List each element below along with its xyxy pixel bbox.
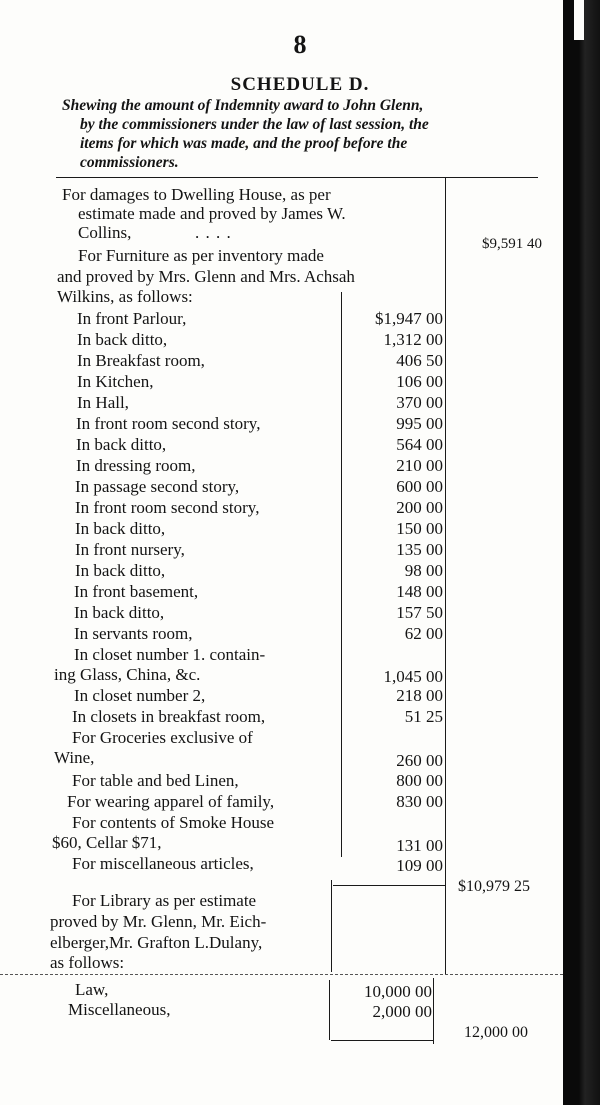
furniture-intro-line: For Furniture as per inventory made xyxy=(78,246,324,265)
room-label: In front room second story, xyxy=(76,414,261,433)
smokehouse-line: $60, Cellar $71, xyxy=(52,833,162,852)
library-intro-line: as follows: xyxy=(50,953,125,972)
room-amount: 150 00 xyxy=(396,519,443,538)
library-total: 12,000 00 xyxy=(464,1024,528,1041)
subtitle-line: items for which was made, and the proof before the xyxy=(80,135,408,152)
room-amount: 406 50 xyxy=(396,351,443,370)
closet1-line: In closet number 1. contain- xyxy=(74,645,266,664)
dwelling-line: estimate made and proved by James W. xyxy=(78,204,346,223)
apparel-amount: 830 00 xyxy=(396,792,443,811)
room-amount: 210 00 xyxy=(396,456,443,475)
page-number: 8 xyxy=(293,30,307,59)
room-label: In back ditto, xyxy=(77,330,168,349)
closet1-amount: 1,045 00 xyxy=(383,667,443,686)
groceries-line: Wine, xyxy=(54,748,95,767)
smokehouse-line: For contents of Smoke House xyxy=(72,813,275,832)
subtitle-line: by the commissioners under the law of last session, the xyxy=(80,116,429,133)
room-label: In dressing room, xyxy=(76,456,196,475)
room-amount: 157 50 xyxy=(396,603,443,622)
room-label: In front nursery, xyxy=(75,540,185,559)
furniture-intro-line: and proved by Mrs. Glenn and Mrs. Achsah xyxy=(57,267,355,286)
amount-column-rule-library xyxy=(331,880,332,972)
room-label: In servants room, xyxy=(74,624,193,643)
smokehouse-amount: 131 00 xyxy=(396,836,443,855)
total-column-rule-lower xyxy=(433,978,434,1044)
page-binding-edge xyxy=(563,0,600,1105)
library-intro-line: elberger,Mr. Grafton L.Dulany, xyxy=(50,933,263,952)
room-label: In Hall, xyxy=(77,393,129,412)
room-amount: $1,947 00 xyxy=(375,309,443,328)
library-item-amount: 10,000 00 xyxy=(364,982,432,1001)
library-item-label: Law, xyxy=(75,980,109,999)
room-amount: 98 00 xyxy=(404,561,443,580)
room-label: In front room second story, xyxy=(75,498,260,517)
room-amount: 370 00 xyxy=(396,393,443,412)
groceries-amount: 260 00 xyxy=(396,751,443,770)
room-label: In passage second story, xyxy=(75,477,240,496)
dwelling-total: $9,591 40 xyxy=(482,236,542,252)
page-break-rule xyxy=(0,974,563,975)
room-label: In front Parlour, xyxy=(77,309,187,328)
linen-amount: 800 00 xyxy=(396,771,443,790)
room-amount: 995 00 xyxy=(396,414,443,433)
furniture-sum-rule xyxy=(333,885,445,886)
library-item-amount: 2,000 00 xyxy=(372,1002,432,1021)
closets-breakfast-amount: 51 25 xyxy=(404,707,443,726)
room-amount: 106 00 xyxy=(396,372,443,391)
room-label: In back ditto, xyxy=(75,561,166,580)
misc-articles-amount: 109 00 xyxy=(396,856,443,875)
dwelling-line: Collins, xyxy=(78,223,132,242)
library-item-label: Miscellaneous, xyxy=(68,1000,171,1019)
dwelling-line: For damages to Dwelling House, as per xyxy=(62,185,331,204)
room-label: In back ditto, xyxy=(76,435,167,454)
room-amount: 1,312 00 xyxy=(383,330,443,349)
room-amount: 600 00 xyxy=(396,477,443,496)
room-amount: 62 00 xyxy=(404,624,443,643)
room-label: In back ditto, xyxy=(74,603,165,622)
closet2-label: In closet number 2, xyxy=(74,686,206,705)
library-intro-line: proved by Mr. Glenn, Mr. Eich- xyxy=(50,912,267,931)
schedule-title: SCHEDULE D. xyxy=(230,74,370,95)
closet1-line: ing Glass, China, &c. xyxy=(54,665,201,684)
room-label: In Kitchen, xyxy=(77,372,154,391)
subtitle-line: Shewing the amount of Indemnity award to John Glenn, xyxy=(62,97,424,114)
room-amount: 200 00 xyxy=(396,498,443,517)
closet2-amount: 218 00 xyxy=(396,686,443,705)
subtitle-line: commissioners. xyxy=(80,154,179,171)
linen-label: For table and bed Linen, xyxy=(72,771,239,790)
room-amount: 148 00 xyxy=(396,582,443,601)
room-label: In Breakfast room, xyxy=(77,351,205,370)
table-top-rule xyxy=(56,177,538,178)
room-label: In front basement, xyxy=(74,582,199,601)
room-amount: 135 00 xyxy=(396,540,443,559)
misc-articles-label: For miscellaneous articles, xyxy=(72,854,254,873)
room-amount: 564 00 xyxy=(396,435,443,454)
library-intro-line: For Library as per estimate xyxy=(72,891,257,910)
leader-dots: . . . . xyxy=(195,223,232,242)
room-label: In back ditto, xyxy=(75,519,166,538)
closets-breakfast-label: In closets in breakfast room, xyxy=(72,707,266,726)
library-sum-rule xyxy=(331,1040,433,1041)
furniture-intro-line: Wilkins, as follows: xyxy=(57,287,193,306)
furniture-total: $10,979 25 xyxy=(458,878,530,895)
groceries-line: For Groceries exclusive of xyxy=(72,728,253,747)
apparel-label: For wearing apparel of family, xyxy=(67,792,275,811)
total-column-rule xyxy=(445,178,446,975)
